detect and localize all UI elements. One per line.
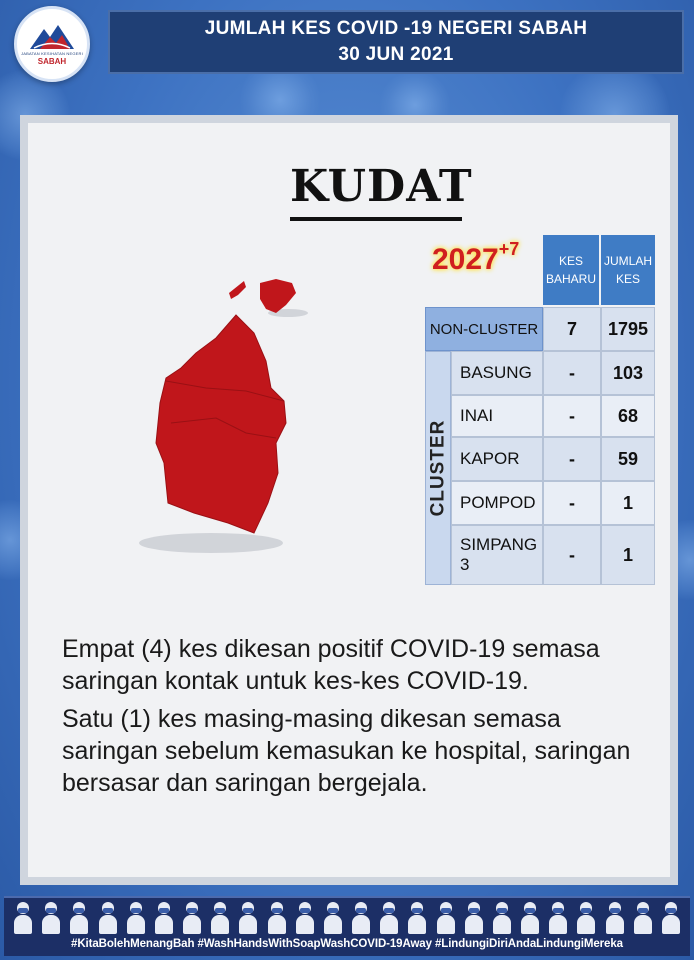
cluster-total: 1 [601, 525, 655, 585]
page-header [108, 10, 684, 74]
cluster-new: - [543, 437, 601, 481]
healthcare-worker-icon [491, 900, 513, 934]
header-total-cases [601, 235, 655, 305]
cluster-name: BASUNG [451, 351, 543, 395]
healthcare-worker-icon [632, 900, 654, 934]
non-cluster-total: 1795 [601, 307, 655, 351]
healthcare-worker-icon [519, 900, 541, 934]
cluster-total: 1 [601, 481, 655, 525]
cluster-total: 59 [601, 437, 655, 481]
total-value: 2027 [432, 243, 499, 276]
healthcare-worker-icon [350, 900, 372, 934]
cluster-new: - [543, 525, 601, 585]
non-cluster-label: NON-CLUSTER [425, 307, 543, 351]
header-total-line2: KES [615, 272, 640, 286]
healthcare-worker-icon [435, 900, 457, 934]
healthcare-worker-icon [40, 900, 62, 934]
healthcare-worker-icon [68, 900, 90, 934]
content-panel [20, 115, 678, 885]
healthcare-worker-icon [463, 900, 485, 934]
district-title: KUDAT [290, 161, 473, 212]
title-underline [290, 217, 462, 221]
header-title: JUMLAH KES COVID -19 NEGERI SABAH [204, 18, 588, 39]
description-paragraph: Empat (4) kes dikesan positif COVID-19 semasa saringan kontak untuk kes-kes COVID-19. [62, 635, 600, 695]
total-new: +7 [498, 239, 520, 259]
healthcare-worker-icon [209, 900, 231, 934]
footer-banner [4, 896, 690, 956]
case-description [62, 633, 662, 805]
healthcare-worker-icon [294, 900, 316, 934]
healthcare-worker-icon [322, 900, 344, 934]
healthcare-worker-icon [604, 900, 626, 934]
non-cluster-new: 7 [543, 307, 601, 351]
healthcare-worker-icon [547, 900, 569, 934]
healthcare-worker-icon [575, 900, 597, 934]
healthcare-worker-icon [378, 900, 400, 934]
cluster-name: KAPOR [451, 437, 543, 481]
hashtags: #KitaBolehMenangBah #WashHandsWithSoapWashCOVID-19Away #LindungiDiriAndaLindungiMereka [71, 938, 623, 950]
cluster-new: - [543, 351, 601, 395]
healthcare-worker-icon [125, 900, 147, 934]
healthcare-worker-icon [266, 900, 288, 934]
healthcare-worker-icon [660, 900, 682, 934]
healthcare-worker-icon [237, 900, 259, 934]
cluster-new: - [543, 395, 601, 437]
header-total-line1: JUMLAH [603, 254, 652, 268]
sabah-health-logo [14, 6, 90, 82]
healthcare-worker-icon [406, 900, 428, 934]
total-cases [432, 239, 520, 277]
header-new-line2: BAHARU [545, 272, 596, 286]
cluster-total: 68 [601, 395, 655, 437]
cluster-label: CLUSTER [425, 351, 451, 585]
healthcare-worker-icon [181, 900, 203, 934]
cluster-name: POMPOD [451, 481, 543, 525]
header-new-cases [543, 235, 599, 305]
mountain-icon [30, 23, 74, 51]
description-paragraph: Satu (1) kes masing-masing dikesan semasa saringan sebelum kemasukan ke hospital, saringan bersasar dan saringan bergejala. [62, 705, 631, 797]
healthcare-worker-icon [12, 900, 34, 934]
cluster-total: 103 [601, 351, 655, 395]
cluster-name: SIMPANG 3 [451, 525, 543, 585]
healthcare-workers-row [12, 900, 682, 938]
district-map [136, 273, 326, 568]
logo-name: SABAH [37, 56, 67, 66]
header-date: 30 JUN 2021 [338, 44, 454, 65]
healthcare-worker-icon [153, 900, 175, 934]
healthcare-worker-icon [97, 900, 119, 934]
cluster-name: INAI [451, 395, 543, 437]
header-new-line1: KES [558, 254, 583, 268]
cluster-new: - [543, 481, 601, 525]
logo-caption: JABATAN KESIHATAN NEGERI [21, 50, 83, 56]
